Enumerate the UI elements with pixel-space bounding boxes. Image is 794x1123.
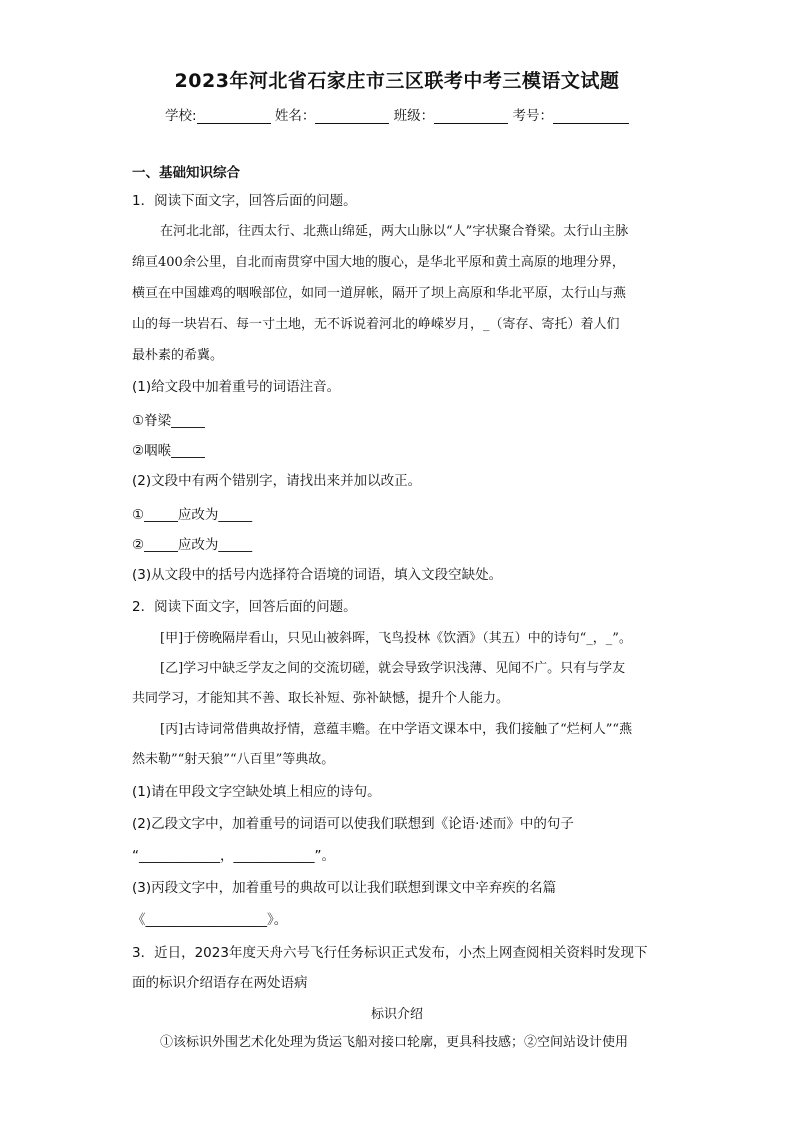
- passage-2-line: [乙]学习中缺乏学友之间的交流切磋，就会导致学识浅薄、见闻不广。只有与学友: [160, 661, 626, 676]
- class-blank[interactable]: [434, 109, 508, 124]
- class-label: 班级：: [393, 108, 435, 124]
- answer-line: ①脊梁_____: [132, 413, 205, 429]
- answer-line: ①_____应改为_____: [132, 507, 253, 523]
- passage-2-line: [甲]于傍晚隔岸看山，只见山被斜晖，飞鸟投林《饮酒》（其五）中的诗句“_，_”。: [160, 631, 632, 646]
- exam-title: 2023年河北省石家庄市三区联考中考三模语文试题: [174, 70, 620, 92]
- question-1-stem: 1．阅读下面文字，回答后面的问题。: [132, 193, 357, 209]
- sub-question: (3)从文段中的括号内选择符合语境的词语，填入文段空缺处。: [132, 567, 503, 583]
- question-3-stem: 面的标识介绍语存在两处语病: [132, 975, 308, 991]
- question-3-stem: 3．近日，2023年度天舟六号飞行任务标识正式发布，小杰上网查阅相关资料时发现下: [132, 945, 648, 961]
- sub-question: (3)丙段文字中，加着重号的典故可以让我们联想到课文中辛弃疾的名篇: [132, 880, 557, 896]
- answer-line: 《__________________》。: [132, 912, 288, 928]
- sub-question: (2)乙段文字中，加着重号的词语可以使我们联想到《论语·述而》中的句子: [132, 816, 574, 832]
- answer-line: ②_____应改为_____: [132, 537, 253, 553]
- passage-2-line: 然未勒”“射天狼”“八百里”等典故。: [132, 752, 335, 767]
- question-2-stem: 2．阅读下面文字，回答后面的问题。: [132, 599, 357, 615]
- passage-1-line: 最朴素的希冀。: [132, 348, 224, 363]
- answer-line: ②咽喉_____: [132, 443, 205, 459]
- answer-line: “____________，____________”。: [132, 848, 335, 864]
- name-blank[interactable]: [315, 109, 389, 124]
- name-label: 姓名：: [274, 108, 316, 124]
- excerpt-line: ①该标识外围艺术化处理为货运飞船对接口轮廓，更具科技感；②空间站设计使用: [160, 1035, 629, 1050]
- exam-no-label: 考号：: [512, 108, 553, 124]
- exam-no-blank[interactable]: [553, 109, 629, 124]
- passage-1-line: 绵亘400余公里，自北而南贯穿中国大地的腹心，是华北平原和黄土高原的地理分界，: [132, 255, 625, 270]
- excerpt-heading: 标识介绍: [370, 1007, 423, 1022]
- passage-1-line: 山的每一块岩石、每一寸土地，无不诉说着河北的峥嵘岁月，_（寄存、寄托）着人们: [132, 317, 620, 332]
- passage-2-line: [丙]古诗词常借典故抒情，意蕴丰赡。在中学语文课本中，我们接触了“烂柯人”“燕: [160, 722, 633, 737]
- school-blank[interactable]: [197, 109, 271, 124]
- passage-2-line: 共同学习，才能知其不善、取长补短、弥补缺憾，提升个人能力。: [132, 691, 510, 706]
- school-label: 学校:: [165, 108, 197, 124]
- sub-question: (1)给文段中加着重号的词语注音。: [132, 379, 341, 395]
- passage-1-line: 横亘在中国雄鸡的咽喉部位，如同一道屏帐，隔开了坝上高原和华北平原，太行山与燕: [132, 286, 627, 301]
- student-info-line: [0, 104, 794, 124]
- sub-question: (2)文段中有两个错别字，请找出来并加以改正。: [132, 473, 422, 489]
- passage-1-line: 在河北北部，往西太行、北燕山绵延，两大山脉以“人”字状聚合脊梁。太行山主脉: [160, 224, 629, 239]
- section-heading: 一、基础知识综合: [132, 165, 240, 181]
- sub-question: (1)请在甲段文字空缺处填上相应的诗句。: [132, 784, 381, 800]
